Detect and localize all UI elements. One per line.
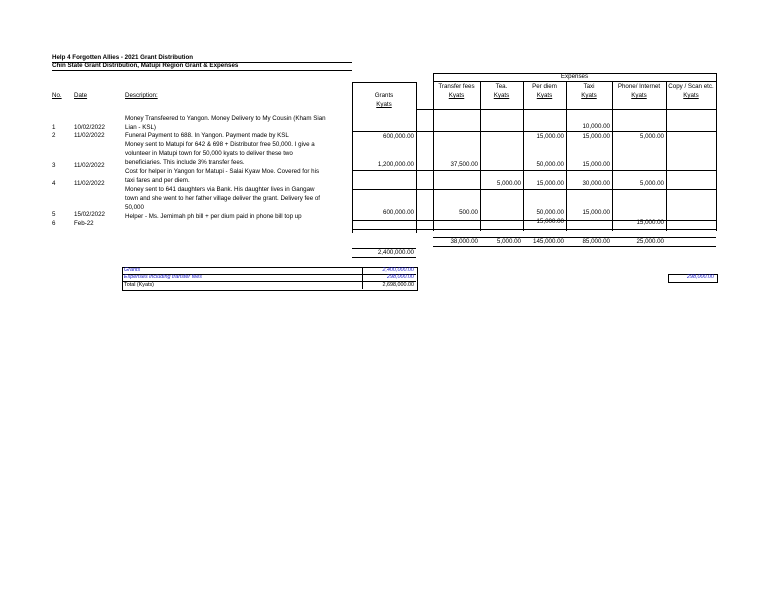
expense-cell: 15,000.00: [582, 133, 610, 140]
summary-expenses-right: 298,000.00: [687, 274, 714, 280]
header-per-diem: Per diem: [532, 83, 557, 90]
header-no: No.: [52, 92, 62, 99]
expense-cell: 5,000.00: [639, 133, 664, 140]
expense-cell: 15,000.00: [636, 219, 664, 226]
row-date: Feb-22: [74, 220, 94, 227]
total-tea: 5,000.00: [496, 238, 521, 245]
description-line: taxi fares and per diem.: [125, 177, 190, 184]
expense-cell: 15,000.00: [582, 209, 610, 216]
grant-cell: 1,200,000.00: [377, 161, 414, 168]
header-date: Date: [74, 92, 88, 99]
total-per-diem: 145,000.00: [533, 238, 564, 245]
summary-grants-label: Grants: [124, 267, 141, 273]
expense-cell: 500.00: [459, 209, 478, 216]
total-grants: 2,400,000.00: [377, 249, 414, 256]
row-no: 5: [52, 211, 56, 218]
row-no: 1: [52, 124, 56, 131]
header-expenses: Expenses: [560, 73, 589, 80]
description-line: Helper - Ms. Jemimah ph bill + per dium paid in phone bill top up: [125, 213, 302, 220]
page-title: Help 4 Forgotten Allies - 2021 Grant Distribution: [52, 54, 194, 61]
expense-cell: 5,000.00: [639, 180, 664, 187]
row-no: 2: [52, 132, 56, 139]
summary-expenses-value: 298,000.00: [387, 274, 414, 280]
header-taxi-unit: Kyats: [581, 92, 597, 99]
summary-grants-value: 2,400,000.00: [382, 267, 414, 273]
expense-cell: 30,000.00: [582, 180, 610, 187]
row-date: 11/02/2022: [74, 132, 105, 139]
description-line: Lian - KSL): [125, 124, 156, 131]
header-tea: Tea.: [495, 83, 508, 90]
summary-expenses-label: Expenses including transfer fees: [124, 274, 202, 280]
header-tea-unit: Kyats: [493, 92, 510, 99]
row-date: 10/02/2022: [74, 124, 105, 131]
summary-total-label: Total (Kyats): [124, 282, 154, 288]
expense-cell: 50,000.00: [536, 161, 564, 168]
expense-cell: 15,000.00: [536, 133, 564, 140]
header-grants: Grants: [374, 92, 394, 99]
description-line: beneficiaries. This include 3% transfer fees.: [125, 159, 245, 166]
description-line: Money sent to Matupi for 642 & 698 + Distributor free 50,000. I give a: [125, 141, 315, 148]
expense-cell: 10,000.00: [582, 123, 610, 130]
header-phone: Phone/ Internet: [617, 83, 661, 90]
header-phone-unit: Kyats: [631, 92, 647, 99]
header-taxi: Taxi: [583, 83, 595, 90]
row-date: 15/02/2022: [74, 211, 105, 218]
header-transfer-unit: Kyats: [448, 92, 465, 99]
header-per-diem-unit: Kyats: [536, 92, 553, 99]
expense-cell: 50,000.00: [536, 209, 564, 216]
description-line: Cost for helper in Yangon for Matupi - Salai Kyaw Moe. Covered for his: [125, 168, 320, 175]
row-date: 11/02/2022: [74, 180, 105, 187]
description-line: Money sent to 641 daughters via Bank. His daughter lives in Gangaw: [125, 186, 315, 193]
header-copy-scan: Copy / Scan etc.: [668, 83, 714, 90]
page-subtitle: Chin State Grant Distribution, Matupi Region Grant & Expenses: [52, 62, 239, 69]
row-no: 6: [52, 220, 56, 227]
grant-cell: 600,000.00: [383, 209, 414, 216]
description-line: town and she went to her father village deliver the grant. Delivery fee of: [125, 195, 321, 202]
summary-total-value: 2,698,000.00: [382, 282, 414, 288]
total-transfer: 38,000.00: [450, 238, 478, 245]
grant-cell: 600,000.00: [383, 133, 414, 140]
expense-cell: 15,000.00: [536, 218, 564, 225]
description-line: volunteer in Matupi town for 50,000 kyats to deliver these two: [125, 150, 293, 157]
header-grants-unit: Kyats: [376, 101, 392, 108]
expense-cell: 5,000.00: [496, 180, 521, 187]
total-taxi: 85,000.00: [582, 238, 610, 245]
description-line: Funeral Payment to 688. In Yangon. Payment made by KSL: [125, 132, 289, 139]
row-no: 4: [52, 180, 56, 187]
expense-cell: 15,000.00: [582, 161, 610, 168]
total-phone: 25,000.00: [636, 238, 664, 245]
header-transfer-fees: Transfer fees: [438, 83, 475, 90]
description-line: 50,000: [125, 204, 144, 211]
row-date: 11/02/2022: [74, 162, 105, 169]
header-description: Description:: [125, 92, 158, 99]
expense-cell: 37,500.00: [450, 161, 478, 168]
row-no: 3: [52, 162, 56, 169]
expense-cell: 15,000.00: [536, 180, 564, 187]
description-line: Money Transfeered to Yangon. Money Delivery to My Cousin (Kham Sian: [125, 115, 326, 122]
header-copy-unit: Kyats: [683, 92, 699, 99]
